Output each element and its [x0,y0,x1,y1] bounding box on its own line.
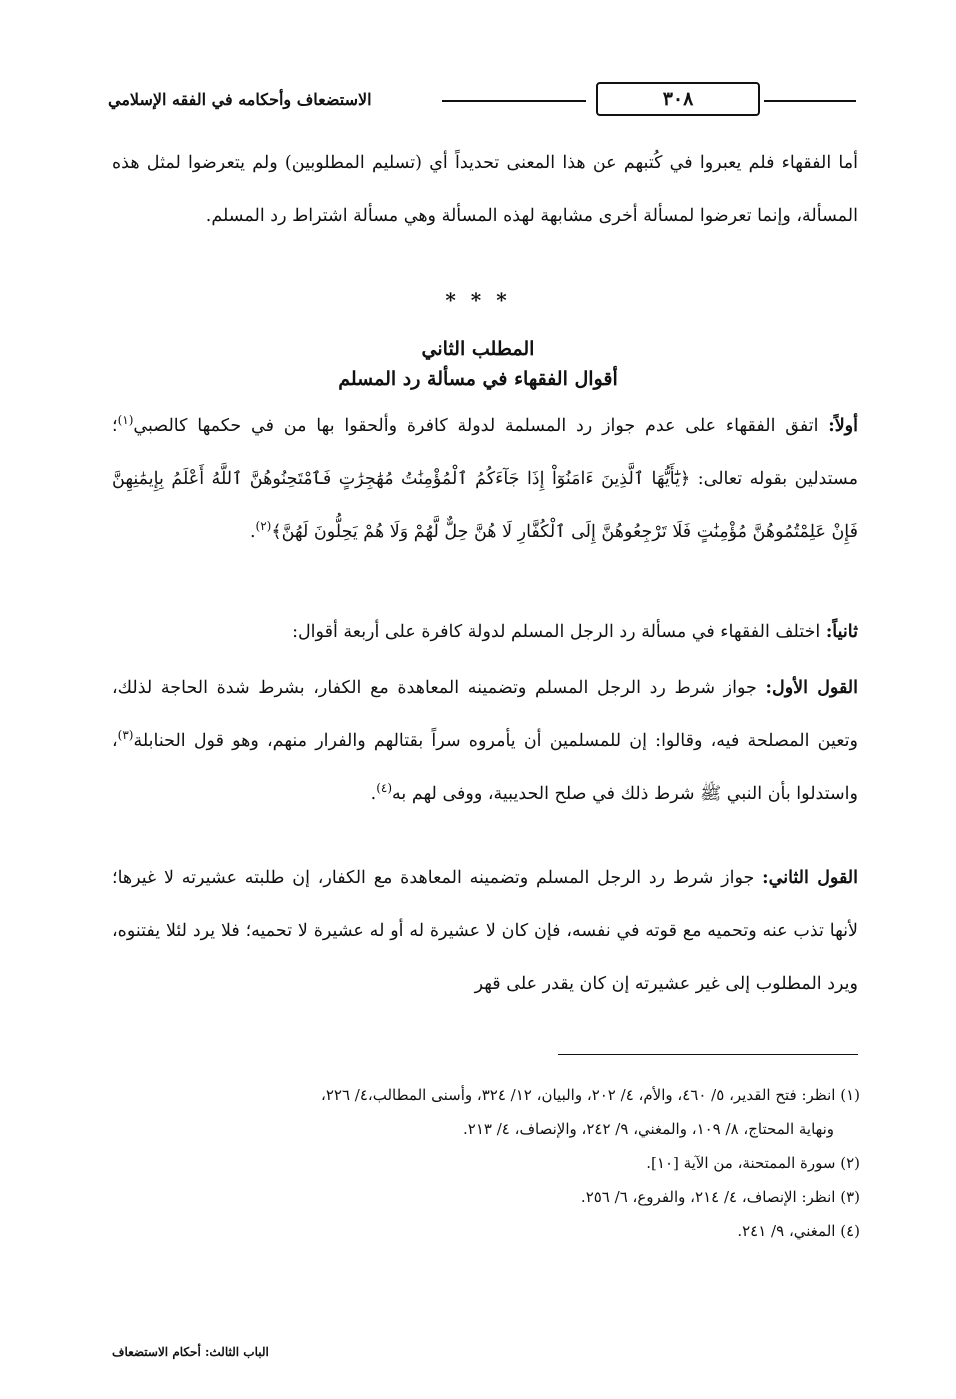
lead-label: أولاً: [828,416,858,436]
footnote-3: (٣) انظر: الإنصاف، ٤/ ٢١٤، والفروع، ٦/ ٢٥٦. [580,1188,860,1206]
lead-label: القول الثاني: [762,868,859,888]
paragraph-text: ، واستدلوا بأن النبي ﷺ شرط ذلك في صلح الحديبية، ووفى لهم به [112,731,858,804]
running-header-title: الاستضعاف وأحكامه في الفقه الإسلامي [108,90,372,109]
section-heading: المطلب الثاني [421,338,535,360]
paragraph-second-opinion [112,852,858,1011]
paragraph-first-opinion [112,662,858,821]
lead-label: ثانياً: [825,622,858,642]
page-footer: الباب الثالث: أحكام الاستضعاف [112,1345,269,1359]
lead-label: القول الأول: [765,678,858,698]
footnote-1: (١) انظر: فتح القدير، ٥/ ٤٦٠، والأم، ٤/ ٢٠٢، والبيان، ١٢/ ٣٢٤، وأسنى المطالب،٤/ ٢٢٦، [321,1086,860,1104]
footnote-mark: (١) [117,413,134,428]
paragraph-text: . [370,784,377,804]
footnote-mark: (٢) [255,519,272,534]
page-number: ٣٠٨ [596,82,760,116]
header-rule-right [764,100,856,102]
paragraph-text: . [249,522,256,542]
header-rule-left [442,100,586,102]
footnote-4: (٤) المغني، ٩/ ٢٤١. [737,1222,860,1240]
paragraph-text: جواز شرط رد الرجل المسلم وتضمينه المعاهدة مع الكفار، إن طلبته عشيرته لا غيرها؛ لأنها تذب عنه وتحميه مع قوته في نفسه، فإن كان لا عشيرة له أو له عشيرة لا تحميه؛ فلا يرد لئلا يفتنوه، ويرد المطلوب إلى غير عشيرته إن كان يقدر على قهر [112,868,858,994]
running-header [108,84,856,124]
footnote-2: (٢) سورة الممتحنة، من الآية [١٠]. [646,1154,860,1172]
footnotes [112,1078,860,1248]
paragraph-text: جواز شرط رد الرجل المسلم وتضمينه المعاهدة مع الكفار، بشرط شدة الحاجة لذلك، وتعين المصلحة فيه، وقالوا: إن للمسلمين أن يأمروه سراً بقتالهم والفرار منهم، وهو قول الحنابلة [112,678,858,751]
paragraph-second-point [112,606,858,659]
section-subheading: أقوال الفقهاء في مسألة رد المسلم [338,368,618,390]
paragraph-first-point [112,400,858,559]
paragraph-text: ؛ مستدلين بقوله تعالى: [112,416,858,489]
intro-paragraph: أما الفقهاء فلم يعبروا في كُتبهم عن هذا المعنى تحديداً أي (تسليم المطلوبين) ولم يتعرضوا لمثل هذه المسألة، وإنما تعرضوا لمسألة أخرى مشابهة لهذه المسألة وهي مسألة اشتراط رد المسلم. [112,153,858,226]
section-separator: * * * [445,288,511,312]
footnote-mark: (٤) [376,781,393,796]
quran-verse: ﴿يَٰٓأَيُّهَا ٱلَّذِينَ ءَامَنُوٓاْ إِذَا جَآءَكُمُ ٱلْمُؤْمِنَٰتُ مُهَٰجِرَٰتٍ فَٱمْتَحِنُوهُنَّ ٱللَّهُ أَعْلَمُ بِإِيمَٰنِهِنَّ فَإِنْ عَلِمْتُمُوهُنَّ مُؤْمِنَٰتٍ فَلَا تَرْجِعُوهُنَّ إِلَى ٱلْكُفَّارِ لَا هُنَّ حِلٌّ لَّهُمْ وَلَا هُمْ يَحِلُّونَ لَهُنَّ﴾ [112,469,858,542]
footnote-mark: (٣) [117,728,134,743]
paragraph-text: اتفق الفقهاء على عدم جواز رد المسلمة لدولة كافرة وألحقوا بها من في حكمها كالصبي [133,416,829,436]
footnote-separator [558,1054,858,1055]
paragraph-text: اختلف الفقهاء في مسألة رد الرجل المسلم لدولة كافرة على أربعة أقوال: [292,622,826,642]
footnote-1-continued: ونهاية المحتاج، ٨/ ١٠٩، والمغني، ٩/ ٢٤٢، والإنصاف، ٤/ ٢١٣. [463,1120,834,1138]
